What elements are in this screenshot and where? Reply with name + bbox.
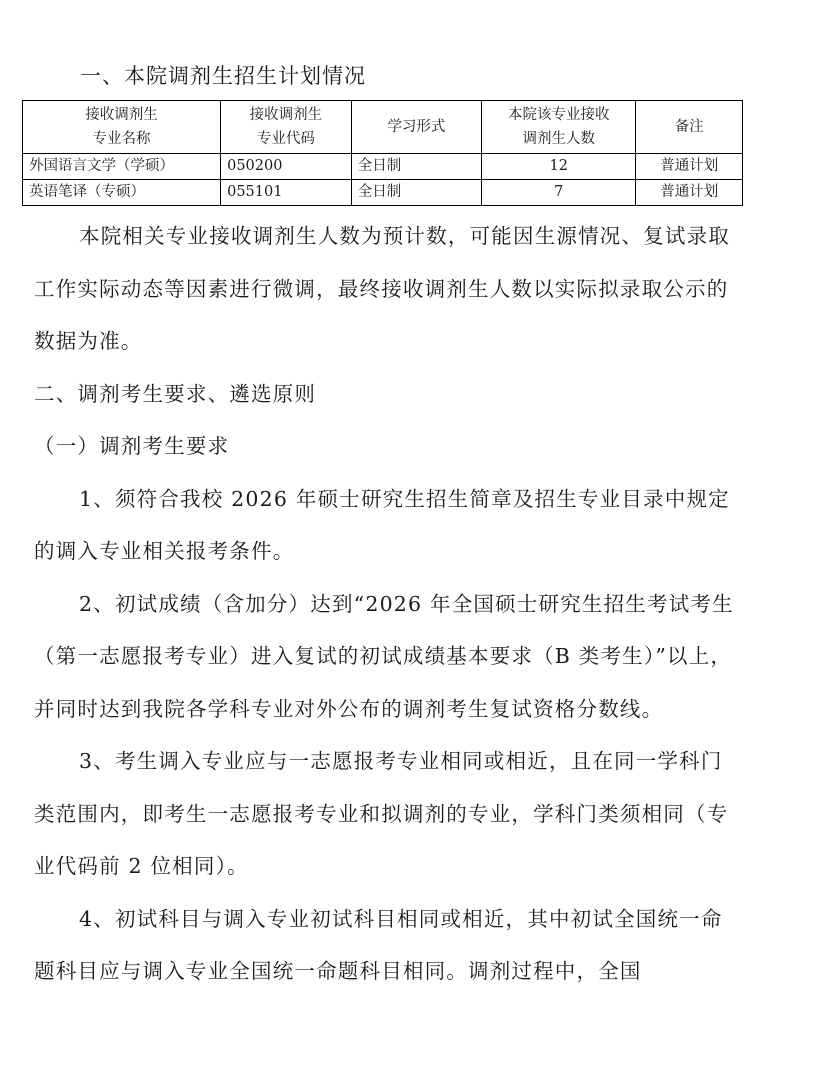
- cell-study-mode: 全日制: [351, 180, 481, 206]
- requirement-item-3: 3、考生调入专业应与一志愿报考专业相同或相近，且在同一学科门类范围内，即考生一志愿报考专业和拟调剂的专业，学科门类须相同（专业代码前 2 位相同）。: [34, 749, 729, 878]
- cell-note: 普通计划: [636, 154, 743, 180]
- table-row: [23, 154, 743, 180]
- header-study-mode: 学习形式: [351, 101, 481, 154]
- cell-note: 普通计划: [636, 180, 743, 206]
- document-body: [34, 210, 734, 998]
- subsection-heading: （一）调剂考生要求: [34, 434, 230, 458]
- cell-count: 12: [482, 154, 636, 180]
- table-header-row: [23, 101, 743, 154]
- table-row: [23, 180, 743, 206]
- requirement-item-2: 2、初试成绩（含加分）达到“2026 年全国硕士研究生招生考试考生（第一志愿报考专业）进入复试的初试成绩基本要求（B 类考生）”以上，并同时达到我院各学科专业对外公布的调剂考生复试资格分数线。: [34, 591, 734, 721]
- section-heading-2: 二、调剂考生要求、遴选原则: [34, 381, 317, 406]
- cell-major-name: 外国语言文学（学硕）: [23, 154, 221, 180]
- cell-major-name: 英语笔译（专硕）: [23, 180, 221, 206]
- cell-count: 7: [482, 180, 636, 206]
- paragraph-note: 本院相关专业接收调剂生人数为预计数，可能因生源情况、复试录取工作实际动态等因素进行微调，最终接收调剂生人数以实际拟录取公示的数据为准。: [34, 224, 730, 353]
- header-count: 本院该专业接收 调剂生人数: [482, 101, 636, 154]
- cell-study-mode: 全日制: [351, 154, 481, 180]
- cell-major-code: 050200: [221, 154, 352, 180]
- requirement-item-1: 1、须符合我校 2026 年硕士研究生招生简章及招生专业目录中规定的调入专业相关报考条件。: [34, 486, 730, 563]
- section-heading-1: 一、本院调剂生招生计划情况: [80, 64, 366, 88]
- header-major-name: 接收调剂生 专业名称: [23, 101, 221, 154]
- header-major-code: 接收调剂生 专业代码: [221, 101, 352, 154]
- requirement-item-4: 4、初试科目与调入专业初试科目相同或相近，其中初试全国统一命题科目应与调入专业全国统一命题科目相同。调剂过程中，全国: [34, 906, 723, 983]
- enrollment-plan-table: [22, 100, 743, 206]
- cell-major-code: 055101: [221, 180, 352, 206]
- header-note: 备注: [636, 101, 743, 154]
